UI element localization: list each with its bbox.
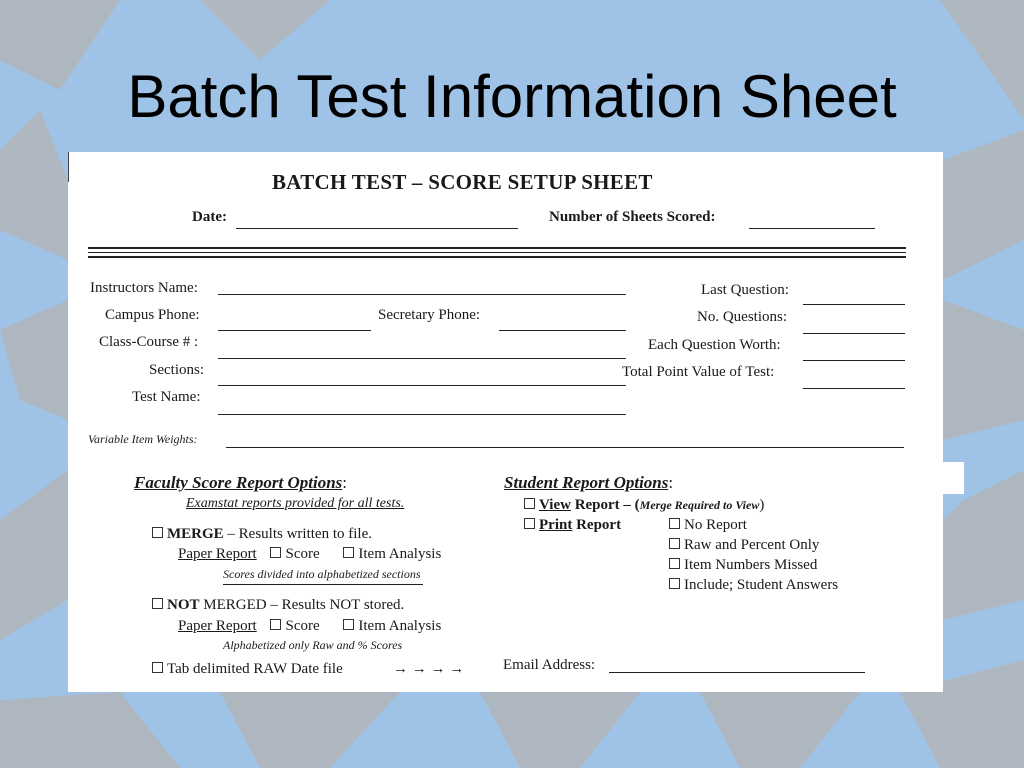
view-report-label-rest: Report – (: [570, 497, 640, 513]
variable-item-weights-label: Variable Item Weights:: [88, 432, 198, 446]
student-heading-text: Student Report Options: [504, 473, 669, 492]
last-question-field[interactable]: [803, 304, 905, 305]
scan-edge-mark: [68, 152, 71, 182]
not-merged-label-rest: MERGED – Results NOT stored.: [199, 597, 405, 613]
campus-phone-field[interactable]: [218, 330, 371, 331]
merge-paper-report-row: [178, 546, 441, 563]
raw-percent-label: Raw and Percent Only: [684, 537, 820, 553]
secretary-phone-field[interactable]: [499, 330, 626, 331]
no-questions-label: No. Questions:: [697, 309, 787, 325]
instructors-name-field[interactable]: [218, 294, 626, 295]
not-merged-item-analysis-checkbox[interactable]: [343, 619, 354, 630]
each-question-worth-label: Each Question Worth:: [648, 337, 781, 353]
item-numbers-missed-label: Item Numbers Missed: [684, 557, 818, 573]
not-merged-note: Alphabetized only Raw and % Scores: [223, 638, 403, 652]
tab-delimited-label: Tab delimited RAW Date file: [167, 661, 343, 677]
include-answers-checkbox[interactable]: [669, 578, 680, 589]
sections-label: Sections:: [149, 362, 204, 378]
tab-delimited-option[interactable]: [152, 661, 343, 678]
date-field[interactable]: [236, 228, 518, 229]
print-report-option[interactable]: [524, 517, 621, 534]
sheet-title: BATCH TEST – SCORE SETUP SHEET: [272, 170, 653, 194]
not-merged-checkbox[interactable]: [152, 598, 163, 609]
arrows-icon: → → → →: [393, 661, 465, 677]
not-merged-score-checkbox[interactable]: [270, 619, 281, 630]
total-point-value-label: Total Point Value of Test:: [622, 364, 775, 380]
tab-delimited-checkbox[interactable]: [152, 662, 163, 673]
date-label: Date:: [192, 209, 227, 225]
no-report-label: No Report: [684, 517, 747, 533]
campus-phone-label: Campus Phone:: [105, 307, 200, 323]
sections-field[interactable]: [218, 385, 626, 386]
not-merged-paper-report-row: [178, 618, 441, 635]
variable-item-weights-field[interactable]: [226, 447, 904, 448]
faculty-subheading: Examstat reports provided for all tests.: [186, 496, 405, 511]
student-option-include-answers[interactable]: [669, 577, 838, 594]
faculty-heading: [134, 473, 347, 493]
student-heading-colon: :: [668, 473, 674, 492]
merge-item-analysis-label: Item Analysis: [358, 546, 442, 562]
view-report-close: ): [759, 497, 765, 513]
merge-option[interactable]: [152, 526, 372, 543]
view-report-option[interactable]: [524, 497, 764, 514]
print-report-label-u: Print: [539, 517, 573, 533]
sheet-edge-tab: [943, 462, 964, 494]
divider-double-top: [88, 247, 906, 249]
not-merged-option[interactable]: [152, 597, 404, 614]
print-report-label-rest: Report: [572, 517, 622, 533]
include-answers-label: Include; Student Answers: [684, 577, 839, 593]
sheets-scored-field[interactable]: [749, 228, 875, 229]
merge-label-rest: – Results written to file.: [223, 526, 372, 542]
score-setup-sheet: [68, 152, 943, 692]
secretary-phone-label: Secretary Phone:: [378, 307, 481, 323]
merge-paper-report-label: Paper Report: [178, 546, 257, 562]
merge-note: Scores divided into alphabetized sections: [223, 567, 421, 581]
total-point-value-field[interactable]: [803, 388, 905, 389]
no-questions-field[interactable]: [803, 333, 905, 334]
student-heading: [504, 473, 673, 493]
raw-percent-checkbox[interactable]: [669, 538, 680, 549]
not-merged-label-bold: NOT: [167, 597, 200, 613]
faculty-heading-text: Faculty Score Report Options: [134, 473, 343, 492]
no-report-checkbox[interactable]: [669, 518, 680, 529]
each-question-worth-field[interactable]: [803, 360, 905, 361]
email-address-field[interactable]: [609, 672, 865, 673]
print-report-checkbox[interactable]: [524, 518, 535, 529]
faculty-heading-colon: :: [342, 473, 347, 492]
merge-note-underline: [223, 584, 423, 585]
merge-item-analysis-checkbox[interactable]: [343, 547, 354, 558]
divider-double-bottom: [88, 256, 906, 258]
test-name-label: Test Name:: [132, 389, 201, 405]
sheets-scored-label: Number of Sheets Scored:: [549, 209, 716, 225]
student-option-item-numbers-missed[interactable]: [669, 557, 817, 574]
not-merged-item-analysis-label: Item Analysis: [358, 618, 442, 634]
instructors-name-label: Instructors Name:: [90, 280, 198, 296]
class-course-field[interactable]: [218, 358, 626, 359]
student-option-raw-percent[interactable]: [669, 537, 819, 554]
slide-title: Batch Test Information Sheet: [127, 63, 897, 130]
test-name-field[interactable]: [218, 414, 626, 415]
merge-score-label: Score: [285, 546, 320, 562]
item-numbers-missed-checkbox[interactable]: [669, 558, 680, 569]
divider-double-mid: [88, 252, 906, 253]
class-course-label: Class-Course # :: [99, 334, 199, 350]
merge-label-bold: MERGE: [167, 526, 224, 542]
view-report-label-u: View: [539, 497, 571, 513]
last-question-label: Last Question:: [701, 282, 789, 298]
not-merged-score-label: Score: [285, 618, 320, 634]
merge-checkbox[interactable]: [152, 527, 163, 538]
merge-score-checkbox[interactable]: [270, 547, 281, 558]
email-address-label: Email Address:: [503, 657, 596, 673]
view-report-note: Merge Required to View: [639, 498, 760, 512]
view-report-checkbox[interactable]: [524, 498, 535, 509]
not-merged-paper-report-label: Paper Report: [178, 618, 257, 634]
student-option-no-report[interactable]: [669, 517, 747, 534]
